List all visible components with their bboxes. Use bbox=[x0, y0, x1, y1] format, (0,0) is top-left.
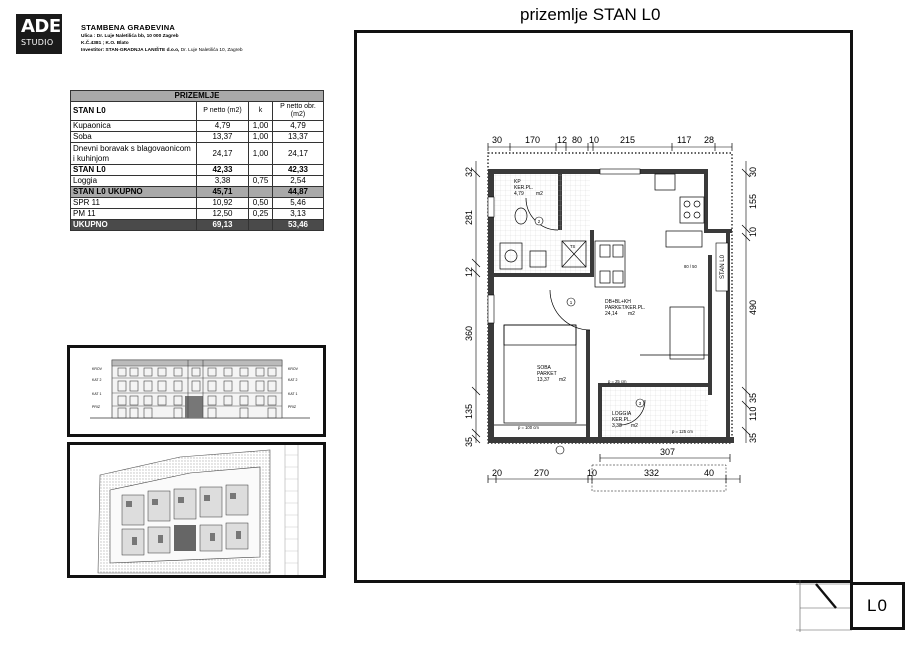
dim-right-110: 110 bbox=[748, 406, 758, 421]
row-k bbox=[249, 220, 273, 231]
elev-level-krov-right: KROV bbox=[288, 367, 298, 371]
project-parcel: K.Č.4381 ; K.O. Blato bbox=[81, 41, 129, 46]
header-k: k bbox=[249, 102, 273, 121]
table-row bbox=[71, 165, 324, 176]
row-net: 42,33 bbox=[197, 165, 249, 176]
row-k: 0,75 bbox=[249, 176, 273, 187]
row-adj: 13,37 bbox=[273, 132, 324, 143]
dim-left-135: 135 bbox=[464, 403, 474, 419]
note-ts: TS bbox=[570, 244, 576, 249]
dimensions-right bbox=[742, 161, 758, 443]
dim-bottom-332: 332 bbox=[644, 468, 660, 478]
row-net: 13,37 bbox=[197, 132, 249, 143]
dimensions-top bbox=[488, 135, 732, 151]
row-adj: 24,17 bbox=[273, 143, 324, 165]
dim-top-30: 30 bbox=[492, 135, 503, 145]
site-plan-thumbnail bbox=[67, 442, 326, 578]
dim-bottom-40: 40 bbox=[704, 468, 715, 478]
dim-top-28: 28 bbox=[704, 135, 715, 145]
project-investor bbox=[81, 48, 243, 53]
dim-right-490: 490 bbox=[748, 299, 758, 315]
elev-level-kat2-right: KAT 2 bbox=[288, 378, 298, 382]
table-caption: PRIZEMLJE bbox=[71, 91, 324, 102]
row-name: UKUPNO bbox=[71, 220, 197, 231]
room-loggia-name: LOGGIA bbox=[612, 411, 632, 417]
dim-top-117: 117 bbox=[677, 135, 692, 145]
row-adj: 4,79 bbox=[273, 121, 324, 132]
row-adj: 44,87 bbox=[273, 187, 324, 198]
dim-top-80: 80 bbox=[572, 135, 583, 145]
row-adj: 53,46 bbox=[273, 220, 324, 231]
table-row bbox=[71, 187, 324, 198]
badge-corner-graphic bbox=[796, 580, 852, 632]
logo-text: ADE bbox=[21, 16, 61, 37]
table-row bbox=[71, 132, 324, 143]
row-net: 4,79 bbox=[197, 121, 249, 132]
room-bath-name: KP bbox=[514, 179, 521, 185]
elev-level-krov: KROV bbox=[92, 367, 102, 371]
dim-top-10: 10 bbox=[589, 135, 600, 145]
table-row bbox=[71, 198, 324, 209]
dim-top-12: 12 bbox=[557, 135, 568, 145]
room-living-floor: PARKET/KER.PL. bbox=[605, 305, 646, 311]
row-k: 0,25 bbox=[249, 209, 273, 220]
row-k: 1,00 bbox=[249, 143, 273, 165]
header-net: P netto (m2) bbox=[197, 102, 249, 121]
row-adj: 42,33 bbox=[273, 165, 324, 176]
dim-top-215: 215 bbox=[620, 135, 636, 145]
room-living-name: DB+BL+KH bbox=[605, 299, 631, 305]
row-name: Dnevni boravak s blagovaonicom i kuhinjom bbox=[71, 143, 197, 165]
room-bath-floor: KER.PL. bbox=[514, 185, 534, 191]
row-name: STAN L0 bbox=[71, 165, 197, 176]
project-address: Ulica : Dr. Luje Naletilića bb, 10 000 Zagreb bbox=[81, 34, 179, 39]
table-row bbox=[71, 176, 324, 187]
elev-level-kat1: KAT 1 bbox=[92, 392, 102, 396]
room-bath-unit: m2 bbox=[536, 191, 543, 197]
elev-level-priz: PRIZ bbox=[92, 405, 100, 409]
mark-2: 2 bbox=[537, 219, 541, 224]
row-k bbox=[249, 187, 273, 198]
row-net: 10,92 bbox=[197, 198, 249, 209]
table-row bbox=[71, 209, 324, 220]
row-adj: 3,13 bbox=[273, 209, 324, 220]
unit-code-badge: L0 bbox=[850, 582, 905, 630]
table-row bbox=[71, 121, 324, 132]
dim-bottom-307: 307 bbox=[660, 447, 676, 457]
dim-left-12: 12 bbox=[464, 266, 474, 277]
elev-level-priz-right: PRIZ bbox=[288, 405, 296, 409]
elevation-thumbnail bbox=[67, 345, 326, 437]
dim-left-360: 360 bbox=[464, 325, 474, 341]
dimensions-bottom bbox=[488, 447, 740, 491]
row-net: 45,71 bbox=[197, 187, 249, 198]
plan-title: prizemlje STAN L0 bbox=[520, 5, 661, 24]
project-info bbox=[81, 23, 243, 53]
elev-level-kat1-right: KAT 1 bbox=[288, 392, 298, 396]
elev-level-kat2: KAT 2 bbox=[92, 378, 102, 382]
site-plan-drawing bbox=[70, 445, 323, 575]
note-sill-2: p = 100 cm bbox=[518, 425, 539, 430]
investor-value: STAN-GRADNJA LANIŠTE d.o.o, bbox=[105, 48, 180, 53]
elevation-drawing bbox=[70, 348, 323, 434]
note-sill-3: p = 125 cm bbox=[672, 429, 693, 434]
header-unit: STAN L0 bbox=[71, 102, 197, 121]
row-name: STAN L0 UKUPNO bbox=[71, 187, 197, 198]
row-adj: 2,54 bbox=[273, 176, 324, 187]
header-net-adj: P netto obr. (m2) bbox=[273, 102, 324, 121]
dim-left-35: 35 bbox=[464, 436, 474, 447]
table-row bbox=[71, 143, 324, 165]
dim-bottom-270: 270 bbox=[534, 468, 550, 478]
row-net: 12,50 bbox=[197, 209, 249, 220]
row-name: Loggia bbox=[71, 176, 197, 187]
row-k: 0,50 bbox=[249, 198, 273, 209]
dim-bottom-10: 10 bbox=[587, 468, 598, 478]
dim-right-35a: 35 bbox=[748, 392, 758, 403]
dim-top-170: 170 bbox=[525, 135, 541, 145]
dim-right-35b: 35 bbox=[748, 432, 758, 443]
row-net: 24,17 bbox=[197, 143, 249, 165]
dim-right-30: 30 bbox=[748, 166, 758, 177]
row-net: 3,38 bbox=[197, 176, 249, 187]
room-living-area: 24,14 bbox=[605, 311, 618, 317]
room-bedroom-name: SOBA bbox=[537, 365, 551, 371]
note-sill-1: p = 25 cm bbox=[608, 379, 627, 384]
row-name: Soba bbox=[71, 132, 197, 143]
room-bedroom-area: 13,37 bbox=[537, 377, 550, 383]
mark-3: 3 bbox=[638, 401, 642, 406]
area-table bbox=[70, 90, 324, 231]
room-bedroom-floor: PARKET bbox=[537, 371, 557, 377]
room-bedroom-unit: m2 bbox=[559, 377, 566, 383]
row-name: PM 11 bbox=[71, 209, 197, 220]
dim-left-32: 32 bbox=[464, 166, 474, 177]
row-name: SPR 11 bbox=[71, 198, 197, 209]
dim-bottom-20: 20 bbox=[492, 468, 503, 478]
room-bath-area: 4,79 bbox=[514, 191, 524, 197]
room-loggia-floor: KER.PL. bbox=[612, 417, 632, 423]
row-k: 1,00 bbox=[249, 121, 273, 132]
room-loggia-area: 3,38 bbox=[612, 423, 622, 429]
dim-left-281: 281 bbox=[464, 209, 474, 225]
investor-address: Dr. Luje Naletilića 10, Zagreb bbox=[179, 48, 243, 53]
project-title: STAMBENA GRAĐEVINA bbox=[81, 23, 176, 32]
row-name: Kupaonica bbox=[71, 121, 197, 132]
dimensions-left bbox=[464, 161, 480, 447]
dim-right-155: 155 bbox=[748, 193, 758, 209]
table-row bbox=[71, 220, 324, 231]
logo-subtext: STUDIO bbox=[21, 38, 54, 47]
mark-1: 1 bbox=[569, 300, 573, 305]
row-net: 69,13 bbox=[197, 220, 249, 231]
room-living-unit: m2 bbox=[628, 311, 635, 317]
studio-logo bbox=[16, 14, 62, 54]
row-k bbox=[249, 165, 273, 176]
dim-right-10: 10 bbox=[748, 226, 758, 237]
investor-label: Investitor: bbox=[81, 48, 105, 53]
row-k: 1,00 bbox=[249, 132, 273, 143]
row-adj: 5,46 bbox=[273, 198, 324, 209]
unit-vertical-label: STAN L0 bbox=[720, 255, 726, 279]
floor-plan bbox=[440, 125, 780, 500]
note-el: 80 / 50 bbox=[684, 264, 697, 269]
room-loggia-unit: m2 bbox=[631, 423, 638, 429]
